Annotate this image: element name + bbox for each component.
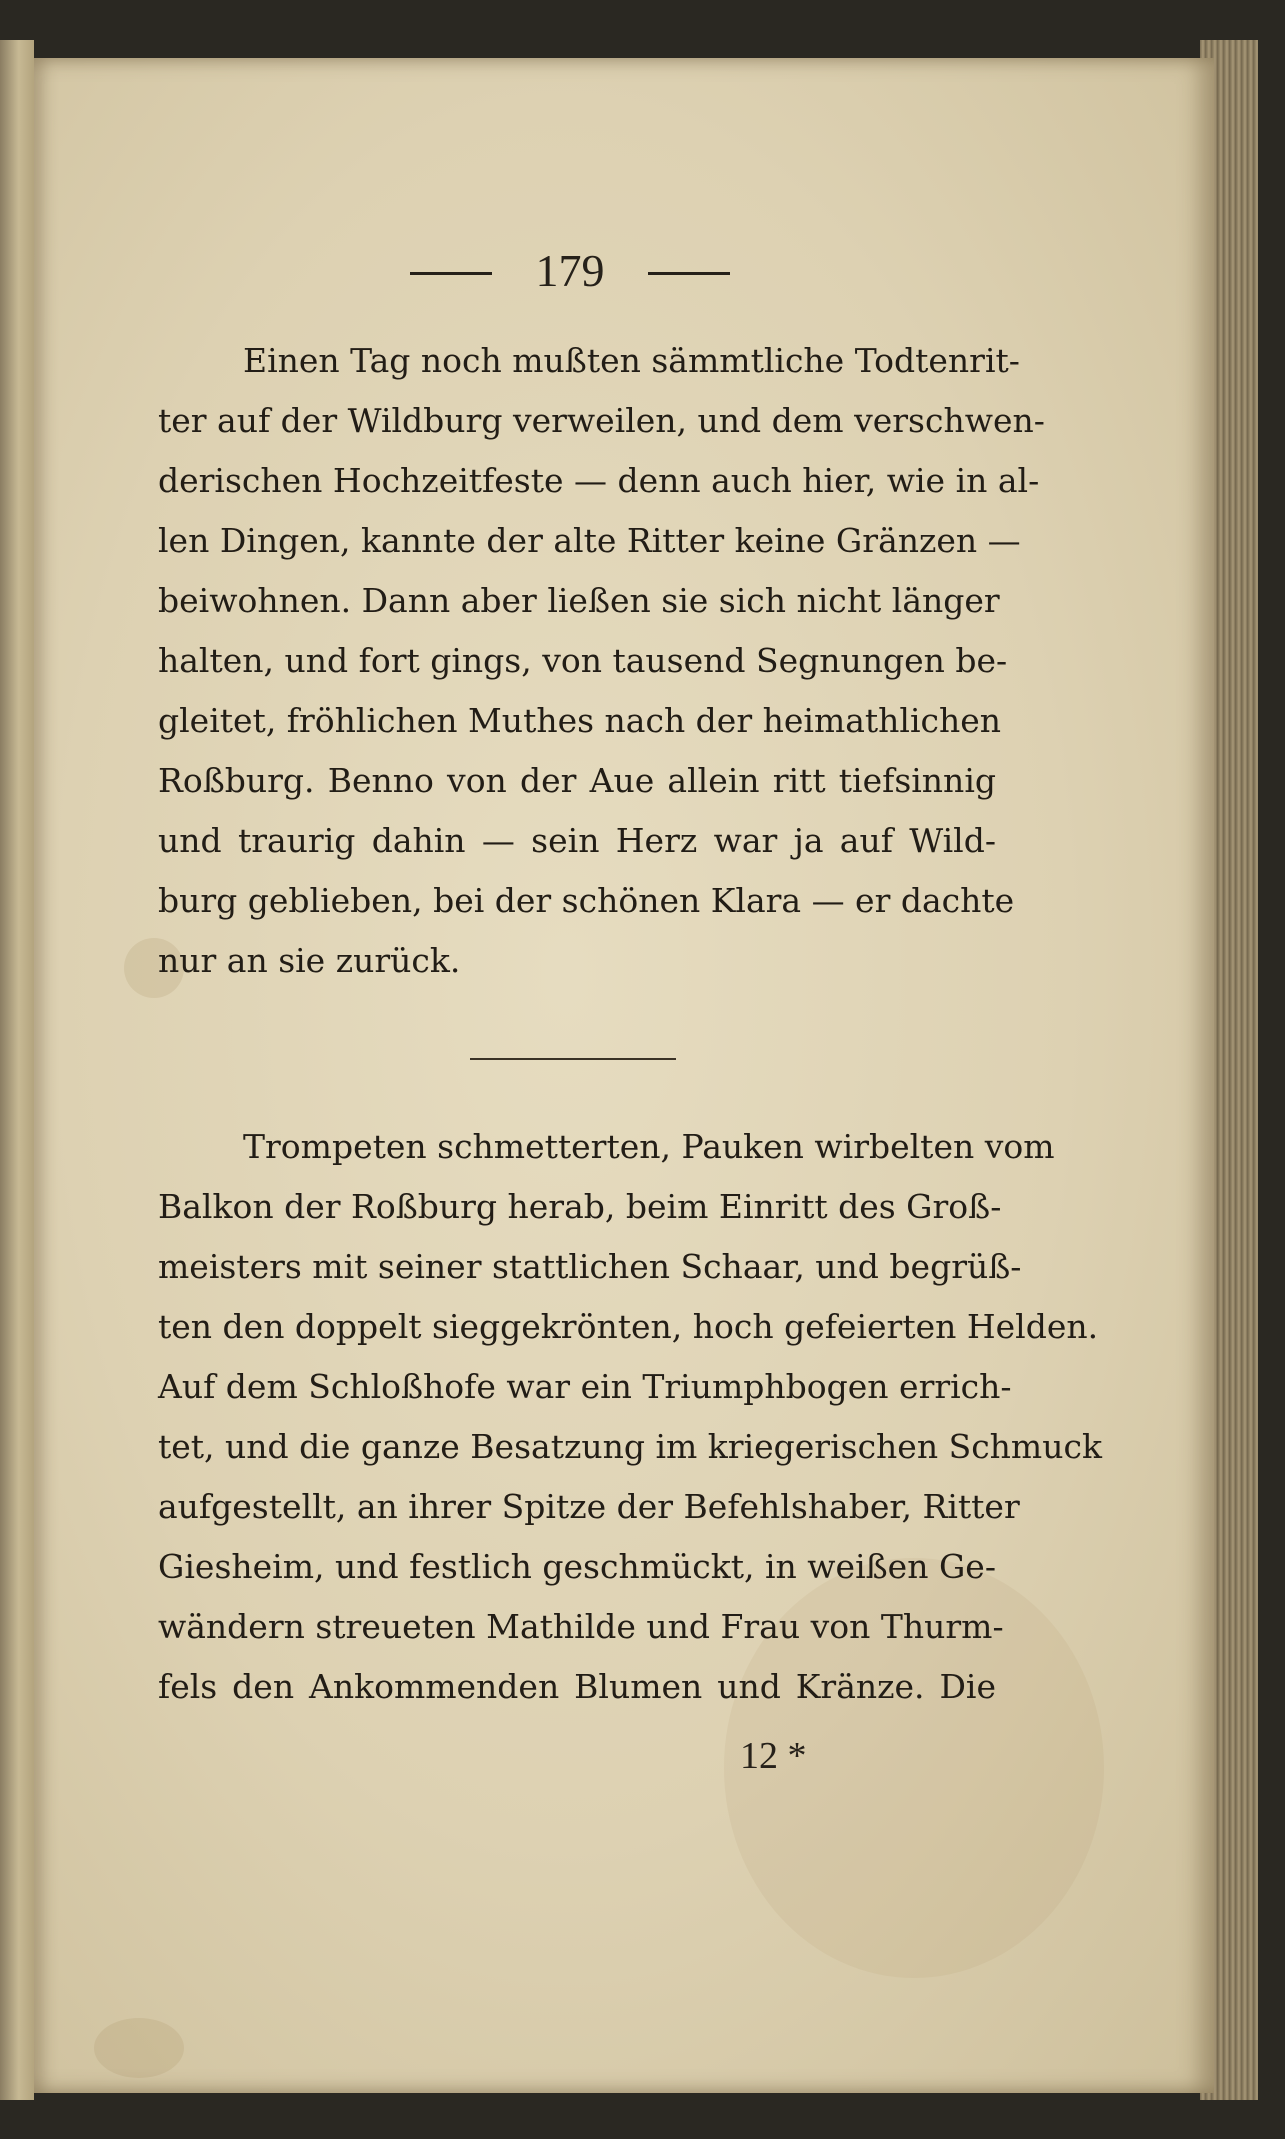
text-line: wändern streueten Mathilde und Frau von Thurm- — [158, 1607, 1004, 1646]
text-line: beiwohnen. Dann aber ließen sie sich nicht länger — [158, 581, 1000, 620]
text-line: Einen Tag noch mußten sämmtliche Todtenrit- — [243, 341, 1020, 380]
text-line: Balkon der Roßburg herab, beim Einritt des Groß- — [158, 1187, 1002, 1226]
text-line: Roßburg. Benno von der Aue allein ritt tiefsinnig — [158, 761, 996, 800]
signature-mark: 12 * — [740, 1735, 807, 1777]
text-line: fels den Ankommenden Blumen und Kränze. Die — [158, 1667, 996, 1706]
section-separator — [470, 1058, 676, 1060]
text-line: ten den doppelt sieggekrönten, hoch gefeierten Helden. — [158, 1307, 1099, 1346]
text-line: Giesheim, und festlich geschmückt, in weißen Ge- — [158, 1547, 996, 1586]
text-line: Auf dem Schloßhofe war ein Triumphbogen errich- — [158, 1367, 1012, 1406]
text-line: halten, und fort gings, von tausend Segnungen be- — [158, 641, 1008, 680]
text-line: ter auf der Wildburg verweilen, und dem verschwen- — [158, 401, 1045, 440]
text-line: burg geblieben, bei der schönen Klara — er dachte — [158, 881, 1015, 920]
header-dash-right — [648, 272, 730, 275]
header-dash-left — [410, 272, 492, 275]
text-line: meisters mit seiner stattlichen Schaar, und begrüß- — [158, 1247, 1022, 1286]
facing-page-edge — [0, 40, 34, 2100]
text-line: Trompeten schmetterten, Pauken wirbelten vom — [243, 1127, 1055, 1166]
text-line: derischen Hochzeitfeste — denn auch hier, wie in al- — [158, 461, 1040, 500]
text-line: und traurig dahin — sein Herz war ja auf Wild- — [158, 821, 996, 860]
text-line: gleitet, fröhlichen Muthes nach der heimathlichen — [158, 701, 1002, 740]
paragraph-2 — [158, 1117, 1102, 1717]
page-header — [370, 236, 770, 306]
text-line: tet, und die ganze Besatzung im kriegerischen Schmuck — [158, 1427, 1102, 1466]
text-line: nur an sie zurück. — [158, 941, 461, 980]
paragraph-1 — [158, 331, 1045, 991]
text-line: len Dingen, kannte der alte Ritter keine Gränzen — — [158, 521, 1021, 560]
text-line: aufgestellt, an ihrer Spitze der Befehlshaber, Ritter — [158, 1487, 1020, 1526]
page-number: 179 — [535, 245, 605, 296]
